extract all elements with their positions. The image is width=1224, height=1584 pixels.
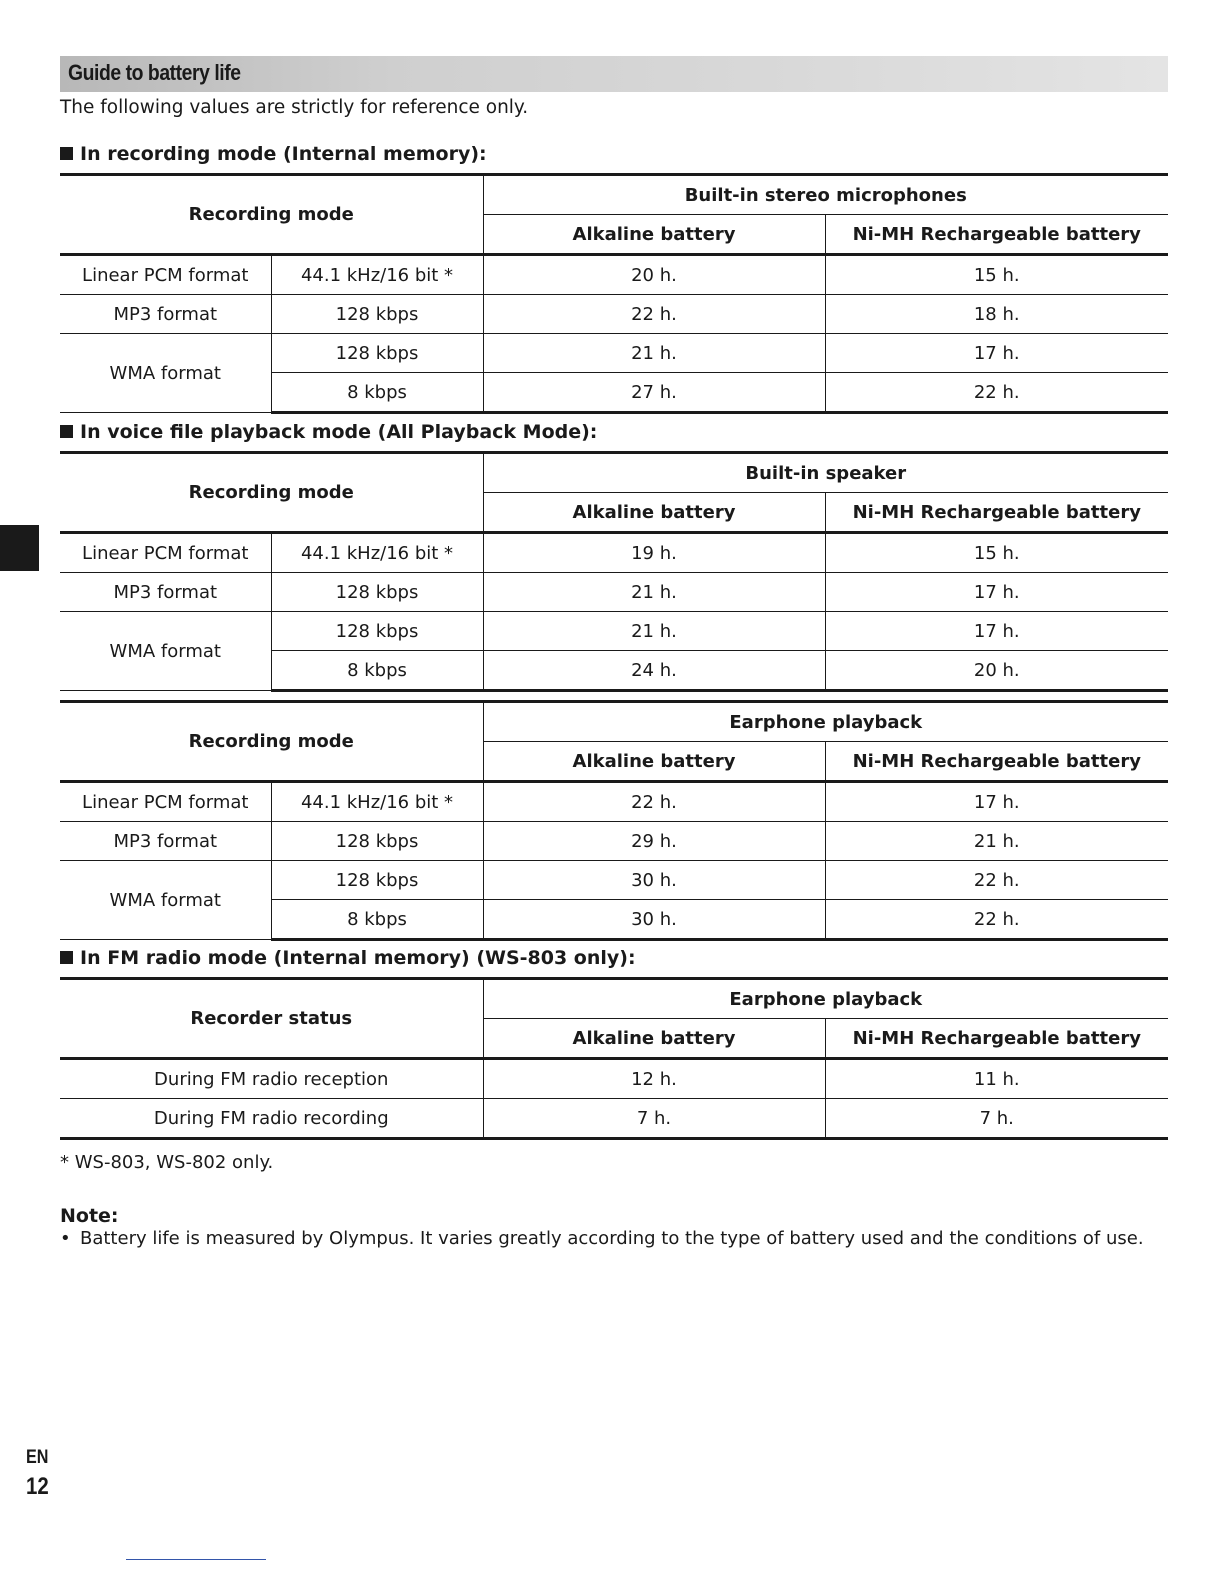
format-cell: WMA format — [60, 861, 271, 940]
col-header-alkaline: Alkaline battery — [483, 215, 825, 255]
playback-earphone-table — [60, 700, 1168, 941]
col-header-recording-mode: Recording mode — [60, 453, 483, 533]
format-cell: Linear PCM format — [60, 255, 271, 295]
rate-cell: 128 kbps — [271, 573, 483, 612]
nimh-cell: 11 h. — [825, 1059, 1168, 1099]
nimh-cell: 22 h. — [825, 900, 1168, 940]
table-row — [60, 533, 1168, 573]
nimh-cell: 21 h. — [825, 822, 1168, 861]
square-bullet-icon — [60, 425, 73, 438]
table-row — [60, 612, 1168, 651]
alkaline-cell: 24 h. — [483, 651, 825, 691]
group-header: Built-in speaker — [483, 453, 1168, 493]
table-row — [60, 861, 1168, 900]
alkaline-cell: 12 h. — [483, 1059, 825, 1099]
nimh-cell: 22 h. — [825, 861, 1168, 900]
table-row — [60, 1059, 1168, 1099]
alkaline-cell: 21 h. — [483, 334, 825, 373]
rate-cell: 128 kbps — [271, 295, 483, 334]
group-header: Built-in stereo microphones — [483, 175, 1168, 215]
rate-cell: 8 kbps — [271, 373, 483, 413]
alkaline-cell: 27 h. — [483, 373, 825, 413]
status-cell: During FM radio recording — [60, 1099, 483, 1139]
alkaline-cell: 29 h. — [483, 822, 825, 861]
table-row — [60, 822, 1168, 861]
page-title: Guide to battery life — [68, 60, 241, 85]
format-cell: MP3 format — [60, 573, 271, 612]
rate-cell: 128 kbps — [271, 822, 483, 861]
nimh-cell: 17 h. — [825, 782, 1168, 822]
rate-cell: 44.1 kHz/16 bit * — [271, 782, 483, 822]
table-row — [60, 295, 1168, 334]
section-heading-playback: In voice file playback mode (All Playback Mode): — [60, 421, 597, 443]
col-header-recording-mode: Recording mode — [60, 702, 483, 782]
page-number: 12 — [26, 1473, 49, 1500]
col-header-alkaline: Alkaline battery — [483, 1019, 825, 1059]
section-heading-recording: In recording mode (Internal memory): — [60, 143, 487, 165]
group-header: Earphone playback — [483, 702, 1168, 742]
alkaline-cell: 21 h. — [483, 612, 825, 651]
fm-radio-table — [60, 977, 1168, 1140]
alkaline-cell: 7 h. — [483, 1099, 825, 1139]
table-row — [60, 334, 1168, 373]
alkaline-cell: 22 h. — [483, 782, 825, 822]
col-header-nimh: Ni-MH Rechargeable battery — [825, 1019, 1168, 1059]
nimh-cell: 22 h. — [825, 373, 1168, 413]
note-body — [60, 1228, 1144, 1249]
footnote: * WS-803, WS-802 only. — [60, 1152, 274, 1173]
rate-cell: 8 kbps — [271, 900, 483, 940]
intro-text: The following values are strictly for reference only. — [60, 97, 529, 118]
format-cell: Linear PCM format — [60, 782, 271, 822]
nimh-cell: 17 h. — [825, 612, 1168, 651]
alkaline-cell: 19 h. — [483, 533, 825, 573]
status-cell: During FM radio reception — [60, 1059, 483, 1099]
note-title: Note: — [60, 1205, 119, 1227]
table-row — [60, 782, 1168, 822]
rate-cell: 128 kbps — [271, 334, 483, 373]
format-cell: WMA format — [60, 612, 271, 691]
format-cell: WMA format — [60, 334, 271, 413]
col-header-alkaline: Alkaline battery — [483, 493, 825, 533]
nimh-cell: 20 h. — [825, 651, 1168, 691]
bullet-icon: • — [60, 1228, 71, 1249]
format-cell: Linear PCM format — [60, 533, 271, 573]
language-code: EN — [26, 1447, 49, 1468]
rate-cell: 128 kbps — [271, 861, 483, 900]
square-bullet-icon — [60, 147, 73, 160]
recording-table — [60, 173, 1168, 414]
section-tab-marker — [0, 525, 39, 571]
rate-cell: 44.1 kHz/16 bit * — [271, 533, 483, 573]
alkaline-cell: 21 h. — [483, 573, 825, 612]
nimh-cell: 18 h. — [825, 295, 1168, 334]
nimh-cell: 17 h. — [825, 334, 1168, 373]
col-header-nimh: Ni-MH Rechargeable battery — [825, 742, 1168, 782]
alkaline-cell: 22 h. — [483, 295, 825, 334]
nimh-cell: 7 h. — [825, 1099, 1168, 1139]
page-title-bar — [60, 56, 1168, 92]
format-cell: MP3 format — [60, 822, 271, 861]
table-row — [60, 573, 1168, 612]
table-row — [60, 1099, 1168, 1139]
alkaline-cell: 30 h. — [483, 900, 825, 940]
nimh-cell: 15 h. — [825, 255, 1168, 295]
col-header-recording-mode: Recording mode — [60, 175, 483, 255]
table-row — [60, 255, 1168, 295]
format-cell: MP3 format — [60, 295, 271, 334]
nimh-cell: 17 h. — [825, 573, 1168, 612]
section-heading-fm-radio: In FM radio mode (Internal memory) (WS-803 only): — [60, 947, 636, 969]
col-header-nimh: Ni-MH Rechargeable battery — [825, 493, 1168, 533]
bottom-rule — [126, 1559, 266, 1560]
rate-cell: 44.1 kHz/16 bit * — [271, 255, 483, 295]
square-bullet-icon — [60, 951, 73, 964]
group-header: Earphone playback — [483, 979, 1168, 1019]
playback-speaker-table — [60, 451, 1168, 692]
rate-cell: 8 kbps — [271, 651, 483, 691]
alkaline-cell: 20 h. — [483, 255, 825, 295]
note-text: Battery life is measured by Olympus. It varies greatly according to the type of battery used and the conditions of use. — [80, 1228, 1144, 1249]
col-header-alkaline: Alkaline battery — [483, 742, 825, 782]
nimh-cell: 15 h. — [825, 533, 1168, 573]
col-header-recorder-status: Recorder status — [60, 979, 483, 1059]
col-header-nimh: Ni-MH Rechargeable battery — [825, 215, 1168, 255]
alkaline-cell: 30 h. — [483, 861, 825, 900]
rate-cell: 128 kbps — [271, 612, 483, 651]
